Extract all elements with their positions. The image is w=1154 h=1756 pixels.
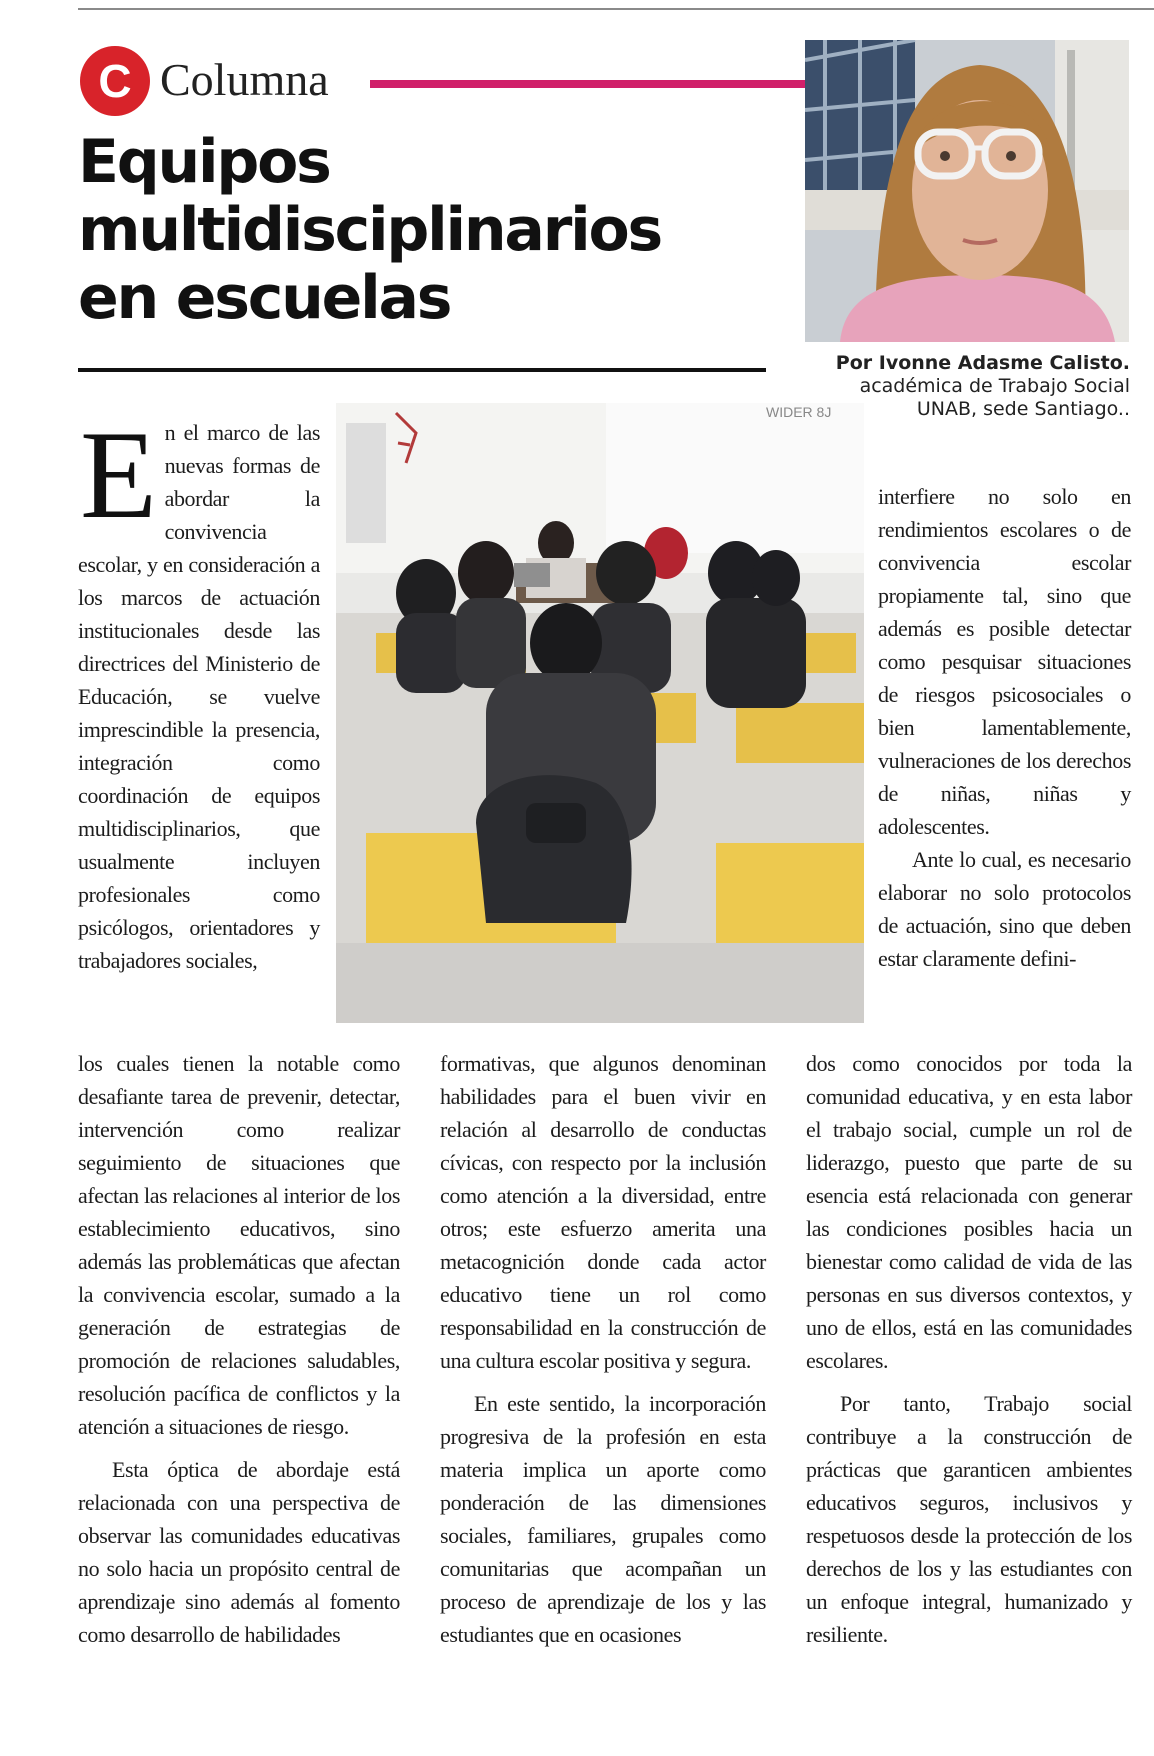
classroom-photo (336, 403, 864, 1023)
column-3-bottom (806, 1047, 1132, 1651)
headline-rule (78, 368, 766, 372)
board-text: WIDER 8J (766, 404, 832, 420)
paragraph: Ante lo cual, es necesario elaborar no solo protocolos de actuación, sino que deben estar claramente defini- (878, 847, 1131, 971)
section-badge: C (80, 46, 150, 116)
section-accent-line (370, 80, 805, 88)
drop-cap: E (80, 406, 157, 545)
headline-line-1: Equipos (78, 127, 330, 197)
column-1-bottom (78, 1047, 400, 1651)
column-1-top (78, 406, 320, 977)
headline-line-2: multidisciplinarios (78, 195, 661, 265)
top-rule (78, 8, 1154, 10)
paragraph: En este sentido, la incorporación progresiva de la profesión en esta materia implica un aporte como ponderación de las dimensiones sociales, familiares, grupales como comunitarias que acompañan un proceso de aprendizaje de los y las estudiantes que en ocasiones (440, 1391, 766, 1647)
paragraph: Por tanto, Trabajo social contribuye a la construcción de prácticas que garanticen ambientes educativos seguros, inclusivos y respetuosos desde la protección de los derechos de los y las estudiantes con un enfoque integral, humanizado y resiliente. (806, 1391, 1132, 1647)
headline-line-3: en escuelas (78, 263, 451, 333)
column-2 (440, 1047, 766, 1651)
paragraph: los cuales tienen la notable como desafiante tarea de prevenir, detectar, intervención como realizar seguimiento de situaciones que afectan las relaciones al interior de los establecimiento educativos, sino además las problemáticas que afectan la convivencia escolar, sumado a la generación de estrategias de promoción de relaciones saludables, resolución pacífica de conflictos y la atención a situaciones de riesgo. (78, 1051, 400, 1439)
paragraph: formativas, que algunos denominan habilidades para el buen vivir en relación al desarrollo de conductas cívicas, con respecto por la inclusión como atención a la diversidad, entre otros; este esfuerzo amerita una metacognición donde cada actor educativo tiene un rol como responsabilidad en la construcción de una cultura escolar positiva y segura. (440, 1051, 766, 1373)
paragraph: dos como conocidos por toda la comunidad educativa, y en esta labor el trabajo social, cumple un rol de liderazgo, puesto que parte de su esencia está relacionada con generar las condiciones posibles hacia un bienestar como calidad de vida de las personas en sus diversos contextos, y uno de ellos, está en las comunidades escolares. (806, 1051, 1132, 1373)
column-3-top (878, 480, 1131, 975)
paragraph: n el marco de las nuevas formas de abordar la convivencia escolar, y en consideración a los marcos de actuación institucionales desde las directrices del Ministerio de Educación, se vuelve imprescindible la presencia, integración como coordinación de equipos multidisciplinarios, que usualmente incluyen profesionales como psicólogos, orientadores y trabajadores sociales, (78, 420, 320, 973)
author-affiliation: UNAB, sede Santiago.. (916, 398, 1130, 420)
headline (78, 128, 758, 332)
paragraph: interfiere no solo en rendimientos escolares o de convivencia escolar propiamente tal, sino que además es posible detectar como pesquisar situaciones de riesgos psicosociales o bien lamentablemente, vulneraciones de los derechos de niñas, niñas y adolescentes. (878, 484, 1131, 839)
author-role: académica de Trabajo Social (859, 375, 1130, 397)
paragraph: Esta óptica de abordaje está relacionada con una perspectiva de observar las comunidades educativas no solo hacia un propósito central de aprendizaje sino además al fomento como desarrollo de habilidades (78, 1457, 400, 1647)
section-label: Columna (160, 54, 329, 105)
author-name: Por Ivonne Adasme Calisto. (835, 352, 1130, 374)
author-portrait (805, 40, 1129, 342)
